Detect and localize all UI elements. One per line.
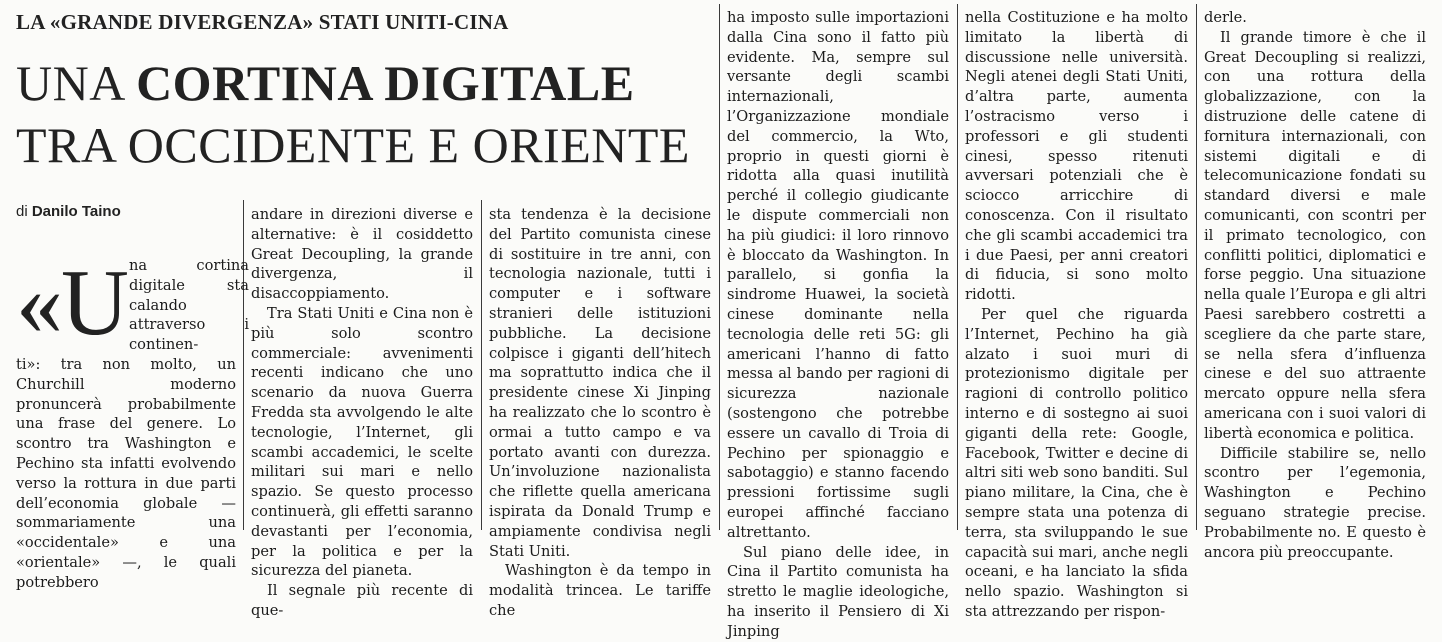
column-rule bbox=[243, 200, 244, 530]
drop-cap: «U bbox=[16, 251, 127, 355]
column-rule bbox=[719, 4, 720, 530]
paragraph: nella Costituzione e ha molto limitato la libertà di discussione nelle università. Negli atenei degli Stati Uniti, d’altra parte, aumenta l’ostracismo verso i professori e gli studenti cinesi, spesso ritenuti avversari potenziali che è sciocco arricchire di conoscenza. Con il risultato che gli scambi accademici tra i due Paesi, per anni creatori di fiducia, si sono molto ridotti. bbox=[965, 9, 1188, 304]
byline-author: Danilo Taino bbox=[31, 203, 121, 220]
column-rule bbox=[957, 4, 958, 530]
article-column-3 bbox=[489, 205, 711, 621]
column-rule bbox=[481, 200, 482, 530]
paragraph: Per quel che riguarda l’Internet, Pechino ha già alzato i suoi muri di protezionismo digitale per ragioni di controllo politico interno e di sostegno ai suoi giganti della rete: Google, Facebook, Twitter e decine di altri siti web sono banditi. Sul piano militare, la Cina, che è sempre stata una potenza di terra, sta sviluppando le sue capacità sui mari, anche negli oceani, e ha lanciato la sfida nello spazio. Washington si sta attrezzando per rispon- bbox=[965, 305, 1188, 620]
article-column-2 bbox=[251, 205, 473, 621]
paragraph: andare in direzioni diverse e alternative: è il cosiddetto Great Decoupling, la grande divergenza, il disaccoppiamento. bbox=[251, 206, 473, 303]
paragraph: sta tendenza è la decisione del Partito comunista cinese di sostituire in tre anni, con tecnologia nazionale, tutti i computer e i software stranieri delle istituzioni pubbliche. La decisione colpisce i giganti dell’hitech ma soprattutto indica che il presidente cinese Xi Jinping ha realizzato che lo scontro è ormai a tutto campo e va portato avanti con durezza. Un’involuzione nazionalista che riflette quella americana ispirata da Donald Trump e ampiamente condivisa negli Stati Uniti. bbox=[489, 206, 711, 560]
paragraph: Tra Stati Uniti e Cina non è più solo scontro commerciale: avvenimenti recenti indicano che uno scenario da nuova Guerra Fredda sta avvolgendo le alte tecnologie, l’Internet, gli scambi accademici, le scelte militari sui mari e nello spazio. Se questo processo continuerà, gli effetti saranno devastanti per l’economia, per la politica e per la sicurezza del pianeta. bbox=[251, 304, 473, 580]
headline-line-1 bbox=[16, 56, 726, 110]
article-column-6 bbox=[1204, 8, 1426, 562]
dropcap-block bbox=[16, 251, 249, 355]
kicker: LA «GRANDE DIVERGENZA» STATI UNITI-CINA bbox=[16, 10, 509, 34]
paragraph: derle. bbox=[1204, 9, 1247, 26]
paragraph: Sul piano delle idee, in Cina il Partito comunista ha stretto le maglie ideologiche, ha inserito il Pensiero di Xi Jinping bbox=[727, 543, 949, 640]
article-column-4 bbox=[727, 8, 949, 642]
byline bbox=[16, 203, 236, 220]
paragraph: Il segnale più recente di que- bbox=[251, 582, 473, 619]
byline-prefix: di bbox=[16, 203, 32, 220]
paragraph: Washington è da tempo in modalità trincea. Le tariffe che bbox=[489, 562, 711, 619]
article-column-5 bbox=[965, 8, 1188, 622]
headline-line-2: TRA OCCIDENTE E ORIENTE bbox=[16, 117, 690, 173]
headline-emphasis: CORTINA DIGITALE bbox=[136, 55, 635, 111]
paragraph: Il grande timore è che il Great Decoupling si realizzi, con una rottura della globalizzazione, con la distruzione delle catene di fornitura internazionali, con sistemi digitali e di telecomunicazione fondati su standard diversi e male comunicanti, con scontri per il primato tecnologico, con conflitti politici, diplomatici e forse peggio. Una situazione nella quale l’Europa e gli altri Paesi sarebbero costretti a scegliere da che parte stare, se nella sfera d’influenza cinese e del suo attraente mercato oppure nella sfera americana con i suoi valori di libertà economica e politica. bbox=[1204, 28, 1426, 442]
paragraph: ti»: tra non molto, un Churchill moderno pronuncerà probabilmente una frase del genere. Lo scontro tra Washington e Pechino sta infatti evolvendo verso la rottura in due parti dell’economia globale — sommariamente una «occidentale» e una «orientale» —, le quali potrebbero bbox=[16, 356, 236, 591]
paragraph: ha imposto sulle importazioni dalla Cina sono il fatto più evidente. Ma, sempre sul versante degli scambi internazionali, l’Organizzazione mondiale del commercio, la Wto, proprio in questi giorni è ridotta alla quasi inutilità perché il collegio giudicante le dispute commerciali non ha più giudici: il loro rinnovo è bloccato da Washington. In parallelo, si gonfia la sindrome Huawei, la società cinese dominante nella tecnologia delle reti 5G: gli americani l’hanno di fatto messa al bando per ragioni di sicurezza nazionale (sostengono che potrebbe essere un cavallo di Troia di Pechino per spionaggio e sabotaggio) e stanno facendo pressioni fortissime sugli europei affinché facciano altrettanto. bbox=[727, 9, 949, 541]
headline-part: UNA bbox=[16, 55, 137, 111]
article-column-1 bbox=[16, 251, 249, 593]
column-rule bbox=[1196, 4, 1197, 530]
paragraph: Difficile stabilire se, nello scontro per l’egemonia, Washington e Pechino seguano strategie precise. Probabilmente no. E questo è ancora più preoccupante. bbox=[1204, 444, 1426, 561]
dropcap-text: na cortina digitale sta calando attraverso i continen- bbox=[129, 257, 249, 354]
